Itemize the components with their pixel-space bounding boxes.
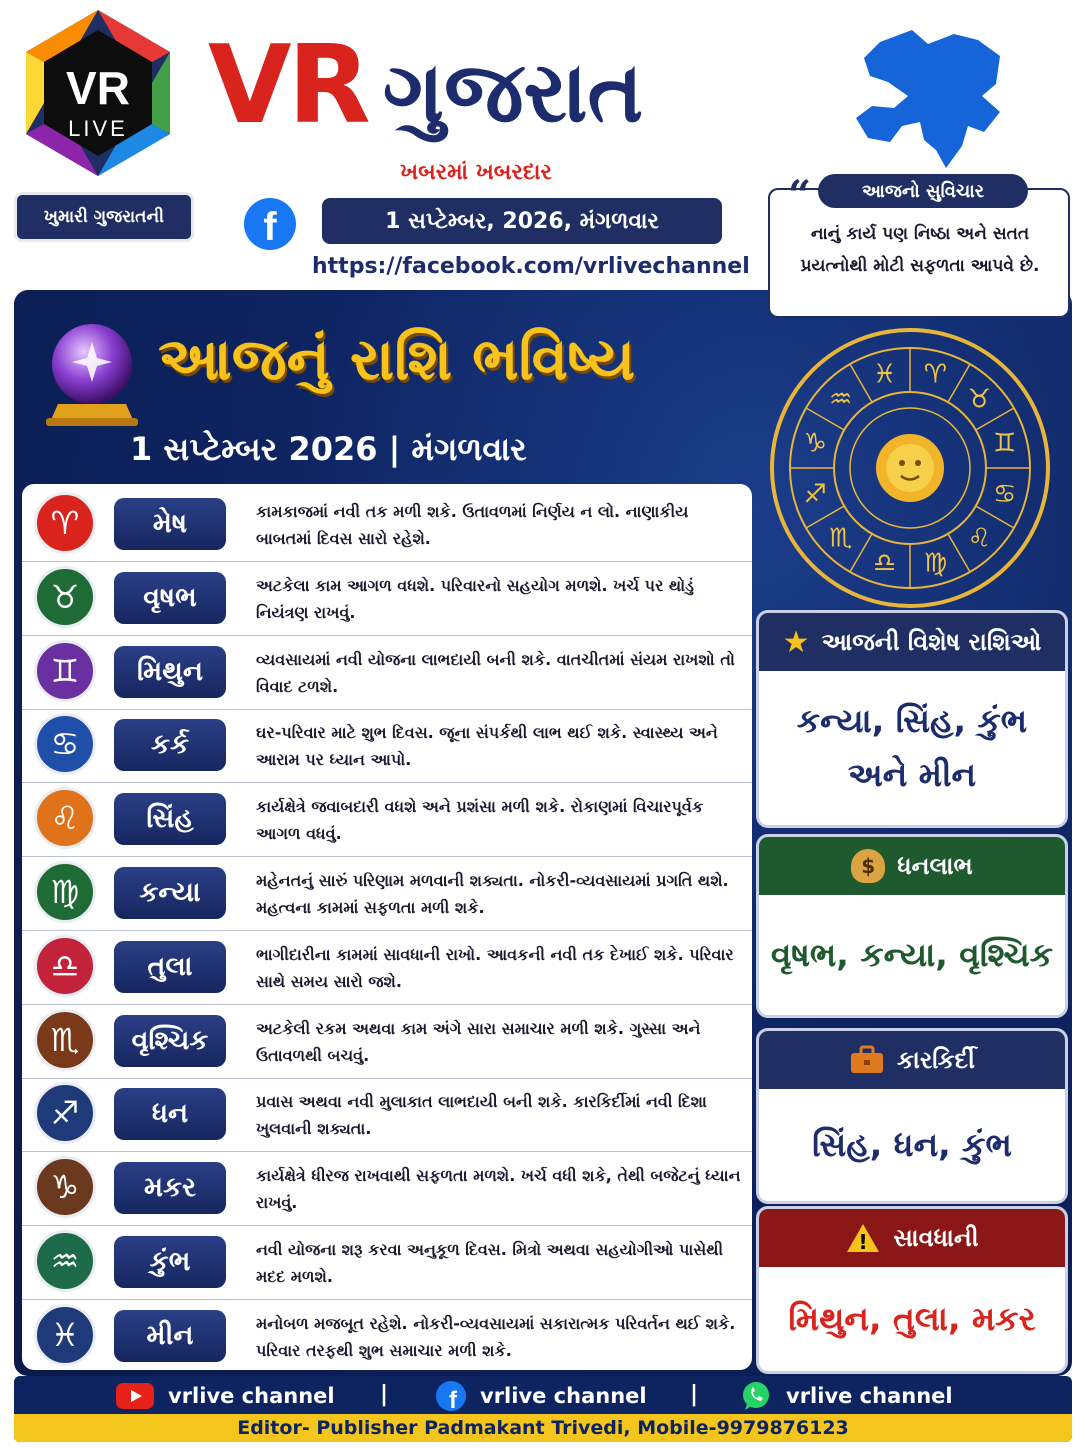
- vr-live-logo: [22, 8, 174, 178]
- youtube-link[interactable]: vrlive channel: [116, 1380, 335, 1412]
- thought-title: આજનો સુવિચાર: [818, 174, 1028, 208]
- rashi-prediction: મનોબળ મજબૂત રહેશે. નોકરી-વ્યવસાયમાં સકારાત્મક પરિવર્તન થઈ શકે. પરિવાર તરફથી શુભ સમાચાર મળી શકે.: [256, 1313, 736, 1360]
- svg-text:!: !: [858, 1230, 868, 1254]
- svg-text:VR: VR: [66, 62, 130, 114]
- zodiac-wheel-icon: [768, 326, 1052, 610]
- footer: [14, 1376, 1072, 1442]
- wheel-sign-icon: ♓: [872, 359, 897, 390]
- wheel-sign-icon: ♍: [923, 548, 948, 579]
- main-title: આજનું રાશિ ભવિષ્ય: [158, 325, 636, 393]
- quote-icon: “: [788, 172, 812, 219]
- gujarat-map-icon: [850, 22, 1010, 172]
- rashi-row: [22, 560, 752, 636]
- thought-box: [768, 172, 1070, 318]
- rashi-row: [22, 1003, 752, 1079]
- rashi-prediction: કામકાજમાં નવી તક મળી શકે. ઉતાવળમાં નિર્ણય ન લો. નાણાકીય બાબતમાં દિવસ સારો રહેશે.: [256, 502, 689, 548]
- rashi-prediction: નવી યોજના શરૂ કરવા અનુકૂળ દિવસ. મિત્રો અથવા સહયોગીઓ પાસેથી મદદ મળશે.: [256, 1240, 724, 1286]
- pisces-icon: ♓: [34, 1304, 96, 1366]
- main-date: 1 સપ્ટેમ્બર 2026 | મંગળવાર: [130, 430, 527, 468]
- facebook-icon[interactable]: f: [244, 198, 296, 250]
- whatsapp-icon: [740, 1380, 772, 1412]
- career-value: સિંહ, ધન, કુંભ: [812, 1125, 1012, 1164]
- career-title: કારકિર્દી: [897, 1046, 975, 1074]
- caution-value: મિથુન, તુલા, મકર: [788, 1299, 1036, 1338]
- rashi-row: [22, 634, 752, 710]
- special-rashi-box: [756, 610, 1068, 828]
- wheel-sign-icon: ♈: [923, 359, 948, 390]
- facebook-footer-link[interactable]: f vrlive channel: [436, 1380, 647, 1412]
- gemini-icon: ♊: [34, 640, 96, 702]
- rashi-row: [22, 929, 752, 1005]
- rashi-name: વૃશ્ચિક: [114, 1015, 226, 1067]
- rashi-prediction: કાર્યક્ષેત્રે ધીરજ રાખવાથી સફળતા મળશે. ખર્ચ વધી શકે, તેથી બજેટનું ધ્યાન રાખવું.: [256, 1166, 741, 1213]
- rashi-prediction: વ્યવસાયમાં નવી યોજના લાભદાયી બની શકે. વાતચીતમાં સંયમ રાખશો તો વિવાદ ટળશે.: [256, 649, 735, 696]
- rashi-name: મકર: [114, 1162, 226, 1214]
- rashi-prediction: પ્રવાસ અથવા નવી મુલાકાત લાભદાયી બની શકે. કારકિર્દીમાં નવી દિશા ખુલવાની શક્યતા.: [256, 1092, 707, 1139]
- rashi-prediction: મહેનતનું સારું પરિણામ મળવાની શક્યતા. નોકરી-વ્યવસાયમાં પ્રગતિ થશે. મહત્વના કામમાં સફળતા મળી શકે.: [256, 871, 729, 917]
- footer-separator: |: [380, 1382, 389, 1407]
- leo-icon: ♌: [34, 787, 96, 849]
- cancer-icon: ♋: [34, 713, 96, 775]
- rashi-name: ધન: [114, 1088, 226, 1140]
- whatsapp-link[interactable]: vrlive channel: [740, 1380, 953, 1412]
- wheel-sign-icon: ♊: [993, 428, 1017, 459]
- rashi-row: [22, 855, 752, 931]
- tagline: ખુમારી ગુજરાતની: [14, 192, 194, 242]
- rashi-prediction: અટકેલા કામ આગળ વધશે. પરિવારનો સહયોગ મળશે. ખર્ચ પર થોડું નિયંત્રણ રાખવું.: [256, 575, 694, 622]
- rashi-row: [22, 707, 752, 783]
- wheel-sign-icon: ♋: [993, 479, 1017, 510]
- rashi-name: મેષ: [114, 498, 226, 550]
- money-bag-icon: $: [851, 849, 885, 883]
- brand-vr: VR: [208, 23, 367, 148]
- horoscope-panel: [14, 290, 1072, 1376]
- wheel-sign-icon: ♐: [803, 479, 827, 510]
- youtube-icon: [116, 1383, 154, 1409]
- rashi-row: [22, 1224, 752, 1300]
- scorpio-icon: ♏: [34, 1009, 96, 1071]
- rashi-row: [22, 781, 752, 857]
- aries-icon: ♈: [34, 492, 96, 554]
- special-rashi-title: આજની વિશેષ રાશિઓ: [821, 628, 1042, 656]
- crystal-ball-icon: [42, 318, 142, 428]
- wheel-sign-icon: ♎: [872, 548, 897, 579]
- star-icon: ★: [782, 624, 810, 660]
- rashi-name: સિંહ: [114, 793, 226, 845]
- rashi-name: કન્યા: [114, 867, 226, 919]
- rashi-prediction: અટકેલી રકમ અથવા કામ અંગે સારા સમાચાર મળી શકે. ગુસ્સા અને ઉતાવળથી બચવું.: [256, 1018, 701, 1065]
- brand-name: ગુજરાત: [382, 43, 644, 141]
- sagittarius-icon: ♐: [34, 1082, 96, 1144]
- virgo-icon: ♍: [34, 861, 96, 923]
- editor-credit: Editor- Publisher Padmakant Trivedi, Mobile-9979876123: [14, 1414, 1072, 1442]
- taurus-icon: ♉: [34, 566, 96, 628]
- rashi-name: તુલા: [114, 941, 226, 993]
- warning-icon: [845, 1222, 881, 1254]
- rashi-name: કર્ક: [114, 719, 226, 771]
- capricorn-icon: ♑: [34, 1156, 96, 1218]
- header: [0, 0, 1086, 292]
- libra-icon: ♎: [34, 935, 96, 997]
- wheel-spoke: [850, 534, 872, 572]
- thought-text: નાનું કાર્ય પણ નિષ્ઠા અને સતત પ્રયત્નોથી મોટી સફળતા આપવે છે.: [800, 224, 1040, 276]
- wealth-box: [756, 834, 1068, 1018]
- rashi-prediction: કાર્યક્ષેત્રે જવાબદારી વધશે અને પ્રશંસા મળી શકે. રોકાણમાં વિચારપૂર્વક આગળ વધવું.: [256, 797, 704, 844]
- caution-box: [756, 1206, 1068, 1374]
- wheel-sign-icon: ♌: [967, 523, 991, 554]
- wheel-sign-icon: ♏: [829, 523, 853, 554]
- facebook-link[interactable]: https://facebook.com/vrlivechannel: [312, 254, 750, 279]
- brand-title: [208, 20, 644, 148]
- svg-text:f: f: [449, 1387, 457, 1411]
- rashi-name: કુંભ: [114, 1236, 226, 1288]
- date-pill: 1 સપ્ટેમ્બર, 2026, મંગળવાર: [322, 198, 722, 244]
- rashi-list: [22, 484, 752, 1370]
- career-box: [756, 1028, 1068, 1204]
- slogan: ખબરમાં ખબરદાર: [400, 160, 552, 185]
- rashi-prediction: ભાગીદારીના કામમાં સાવધાની રાખો. આવકની નવી તક દેખાઈ શકે. પરિવાર સાથે સમય સારો જશે.: [256, 944, 734, 991]
- rashi-prediction: ઘર-પરિવાર માટે શુભ દિવસ. જૂના સંપર્કથી લાભ થઈ શકે. સ્વાસ્થ્ય અને આરામ પર ધ્યાન આપો.: [256, 723, 718, 770]
- rashi-name: વૃષભ: [114, 572, 226, 624]
- caution-title: સાવધાની: [893, 1224, 979, 1252]
- facebook-footer-icon: [436, 1381, 466, 1411]
- footer-separator: |: [690, 1382, 699, 1407]
- wheel-sign-icon: ♑: [803, 428, 827, 459]
- rashi-row: [22, 1150, 752, 1226]
- svg-text:LIVE: LIVE: [68, 116, 128, 141]
- wheel-spoke: [850, 364, 872, 402]
- special-rashi-value: કન્યા, સિંહ, કુંભ અને મીન: [796, 701, 1028, 794]
- rashi-name: મીન: [114, 1310, 226, 1362]
- rashi-row: [22, 1298, 752, 1374]
- wheel-sign-icon: ♒: [829, 384, 853, 415]
- rashi-row: [22, 486, 752, 562]
- rashi-name: મિથુન: [114, 646, 226, 698]
- wealth-value: વૃષભ, કન્યા, વૃશ્ચિક: [770, 935, 1054, 974]
- wealth-title: ધનલાભ: [897, 852, 973, 880]
- rashi-row: [22, 1076, 752, 1152]
- briefcase-icon: [849, 1045, 885, 1075]
- aquarius-icon: ♒: [34, 1230, 96, 1292]
- wheel-sign-icon: ♉: [967, 384, 991, 415]
